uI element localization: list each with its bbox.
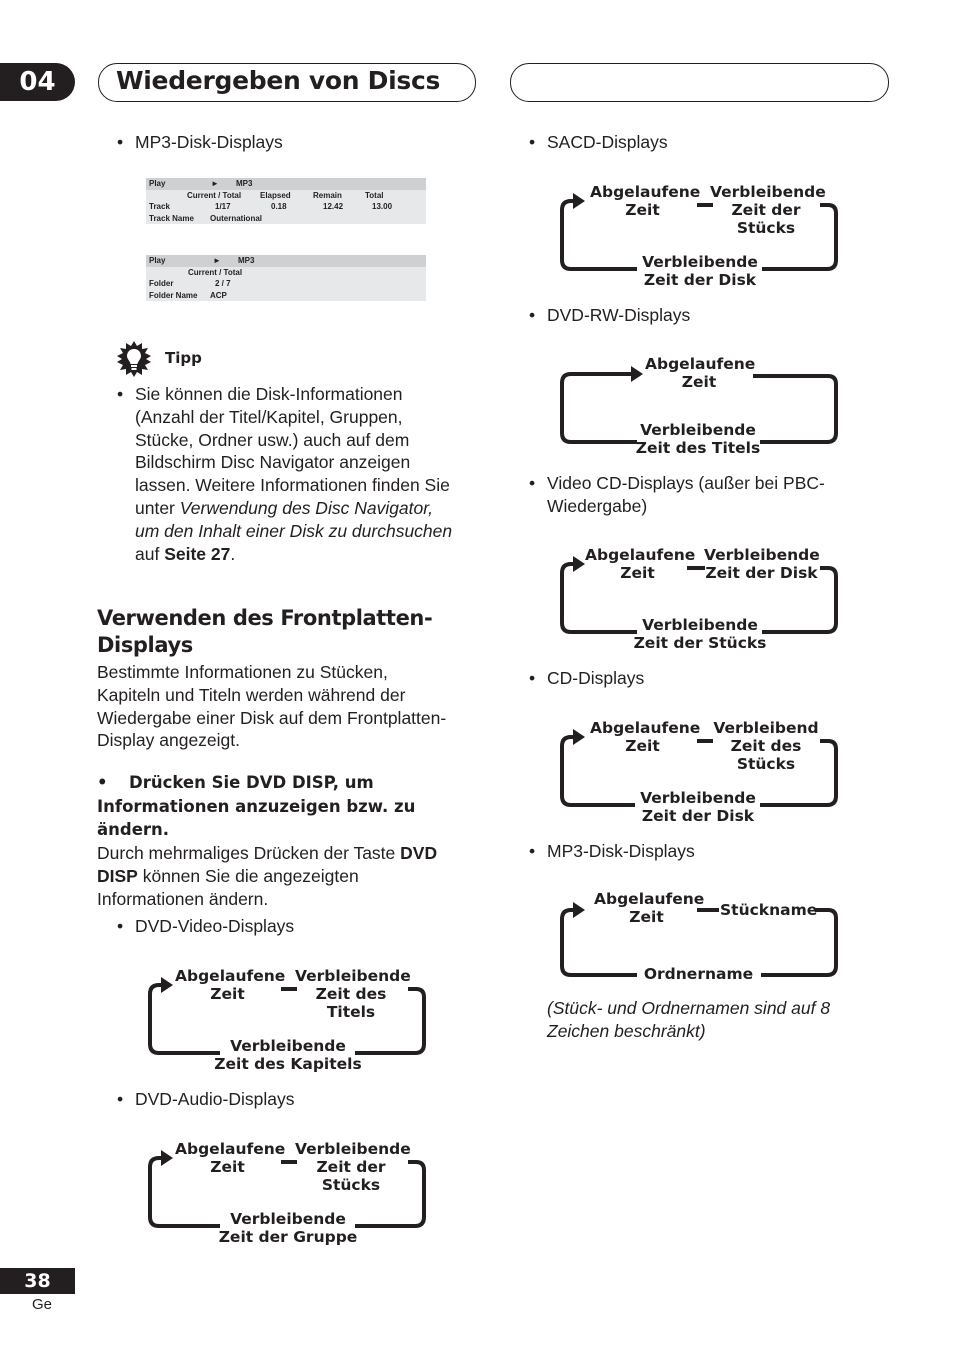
cycle-label-remaining-chapter (213, 1037, 363, 1073)
desc-line: Informationen ändern. (97, 888, 269, 909)
bullet-text: MP3-Disk-Displays (547, 841, 695, 861)
bullet-dot: • (529, 841, 536, 861)
bullet-dot: • (117, 384, 124, 404)
osd-cell: 13.00 (372, 202, 393, 211)
cycle-label-line: Stücks (736, 755, 796, 773)
osd-cell: 0.18 (271, 202, 287, 211)
osd-cell: MP3 (238, 256, 255, 265)
cycle-label-line: Zeit des Kapitels (214, 1055, 362, 1073)
desc-text: Durch mehrmaliges Drücken der Taste (97, 843, 401, 863)
osd-cell: Play (149, 179, 166, 188)
desc-line (97, 842, 487, 865)
osd-screen-track (146, 178, 426, 224)
cycle-label-line: Verbleibende (642, 616, 758, 634)
bullet-sacd-displays (529, 131, 668, 154)
bullet-text: DVD-RW-Displays (547, 305, 691, 325)
tip-label: Tipp (165, 349, 202, 367)
tip-bullet (117, 383, 485, 565)
cycle-label-line: Verbleibende (230, 1037, 346, 1055)
osd-cell: Folder (149, 279, 174, 288)
osd-cell: MP3 (236, 179, 253, 188)
cycle-diagram-dvd-video (145, 962, 430, 1074)
cycle-label-folder-name (637, 965, 760, 983)
cycle-label-remaining-disc (704, 546, 819, 582)
osd-row (146, 190, 426, 202)
cycle-label-line: Stücks (321, 1176, 381, 1194)
cross-reference-title: um den Inhalt einer Disk zu durchsuchen (135, 520, 453, 541)
cycle-label-line: Abgelaufene (175, 967, 286, 985)
cycle-label-line: Stücks (736, 219, 796, 237)
intro-line: Wiedergabe einer Disk auf dem Frontplatten- (97, 707, 447, 728)
osd-cell: Total (365, 190, 384, 200)
bullet-text: SACD-Displays (547, 132, 668, 152)
note-line: Zeichen beschränkt) (547, 1020, 706, 1041)
cycle-diagram-cd (557, 714, 842, 826)
cycle-label-line: Verbleibende (642, 253, 758, 271)
cycle-label-line: Verbleibend (713, 719, 819, 737)
bullet-dvd-video-displays (117, 915, 295, 938)
osd-cell: Track Name (149, 213, 194, 223)
cycle-label-line: Zeit (625, 201, 660, 219)
cycle-label-line: Zeit des (315, 985, 387, 1003)
cycle-label-line: Verbleibende (710, 183, 826, 201)
cycle-diagram-dvd-rw (557, 351, 842, 463)
osd-screen-folder (146, 255, 426, 301)
bullet-dot: • (117, 132, 124, 152)
osd-cell: Outernational (210, 213, 263, 223)
play-icon: ► (213, 256, 221, 265)
cycle-diagram-sacd (557, 178, 842, 290)
button-name: DISP (97, 865, 138, 886)
note-line: (Stück- und Ordnernamen sind auf 8 (547, 998, 831, 1018)
intro-paragraph (97, 661, 487, 752)
cycle-label-line: Zeit der Disk (641, 807, 755, 825)
osd-cell: Elapsed (260, 190, 291, 200)
osd-row (146, 267, 426, 279)
osd-cell: 2 / 7 (215, 279, 231, 288)
tip-line: Sie können die Disk-Informationen (135, 384, 403, 404)
cycle-label-remaining-track (710, 183, 826, 237)
intro-line: Kapiteln und Titeln werden während der (97, 684, 406, 705)
section-heading-line: Displays (97, 633, 193, 657)
cycle-label-elapsed (590, 183, 701, 219)
header-right-frame (510, 63, 889, 102)
cycle-label-line: Abgelaufene (590, 183, 701, 201)
chapter-title: Wiedergeben von Discs (116, 66, 441, 95)
chapter-number-tab: 04 (0, 63, 75, 101)
osd-cell: 1/17 (215, 202, 231, 211)
tip-line (135, 497, 485, 520)
step-line: Informationen anzuzeigen bzw. zu (97, 796, 416, 816)
cycle-diagram-dvd-audio (145, 1135, 430, 1247)
cycle-label-line: Zeit der (316, 1158, 386, 1176)
bullet-dvd-audio-displays (117, 1088, 295, 1111)
tip-line: lassen. Weitere Informationen finden Sie (135, 475, 450, 496)
bullet-dot: • (117, 916, 124, 936)
step-text: Drücken Sie DVD DISP, um (129, 773, 374, 792)
bullet-dot: • (529, 668, 536, 688)
lightbulb-icon (115, 340, 153, 378)
cycle-label-line: Zeit der Stücks (633, 634, 767, 652)
cycle-label-line: Verbleibende (640, 421, 756, 439)
cycle-label-line: Abgelaufene (645, 355, 756, 373)
step-instruction (97, 771, 487, 842)
step-bullet: • (97, 773, 108, 792)
osd-cell: 12.42 (323, 202, 344, 211)
osd-cell: Play (149, 256, 166, 265)
cycle-label-line: Zeit der Disk (643, 271, 757, 289)
cycle-label-elapsed (585, 546, 696, 582)
cycle-label-line: Verbleibende (230, 1210, 346, 1228)
bullet-dot: • (529, 473, 536, 493)
step-line: ändern. (97, 820, 170, 839)
intro-line: Bestimmte Informationen zu Stücken, (97, 662, 388, 682)
cycle-label-line: Abgelaufene (594, 890, 705, 908)
cycle-label-line: Zeit (210, 1158, 245, 1176)
cycle-label-remaining-title (295, 967, 411, 1021)
mp3-name-length-note (547, 997, 867, 1043)
cycle-label-remaining-disc (625, 253, 775, 289)
cycle-label-line: Abgelaufene (590, 719, 701, 737)
cycle-diagram-video-cd (557, 541, 842, 653)
cycle-label-line: Verbleibende (295, 967, 411, 985)
cycle-label-line: Zeit des (730, 737, 802, 755)
bullet-dvd-rw-displays (529, 304, 691, 327)
osd-cell: Current / Total (188, 267, 243, 277)
section-heading-line: Verwenden des Frontplatten- (97, 606, 433, 630)
osd-row (146, 278, 426, 290)
cycle-label-line: Ordnername (643, 965, 754, 983)
osd-row (146, 255, 426, 267)
bullet-text: DVD-Video-Displays (135, 916, 295, 936)
cycle-label-line: Abgelaufene (175, 1140, 286, 1158)
cycle-label-line: Zeit (629, 908, 664, 926)
play-icon: ► (211, 179, 219, 188)
osd-row (146, 201, 426, 213)
cycle-label-remaining-disc (623, 789, 773, 825)
osd-cell: Track (149, 202, 170, 211)
osd-row (146, 178, 426, 190)
osd-row (146, 290, 426, 302)
bullet-mp3-disk-displays (529, 840, 695, 863)
cycle-label-line: Zeit der Disk (705, 564, 818, 582)
section-heading (97, 605, 432, 659)
tip-line: Stücke, Ordner usw.) auch auf dem (135, 429, 410, 450)
bullet-video-cd-displays (529, 472, 867, 518)
page-language: Ge (32, 1296, 53, 1313)
bullet-text: CD-Displays (547, 668, 645, 688)
desc-text: können Sie die angezeigten (137, 865, 359, 886)
cycle-label-line: Verbleibende (640, 789, 756, 807)
cycle-label-remaining-track (295, 1140, 411, 1194)
cycle-label-line: Verbleibende (295, 1140, 411, 1158)
tip-text: unter (135, 497, 180, 518)
cycle-label-line: Zeit des Titels (635, 439, 761, 457)
osd-cell: ACP (210, 290, 227, 300)
cycle-label-elapsed (645, 355, 756, 391)
bullet-text: Video CD-Displays (außer bei PBC- (547, 473, 825, 493)
cycle-label-remaining-group (213, 1210, 363, 1246)
cycle-label-line: Zeit der (731, 201, 801, 219)
osd-cell: Remain (313, 190, 342, 200)
bullet-dot: • (117, 1089, 124, 1109)
cycle-label-line: Zeit (625, 737, 660, 755)
cycle-label-line: Verbleibende (704, 546, 820, 564)
cycle-label-elapsed (175, 1140, 286, 1176)
osd-row (146, 213, 426, 225)
cycle-label-remaining-track (710, 719, 822, 773)
cycle-label-line: Zeit der Gruppe (218, 1228, 358, 1246)
cycle-label-elapsed (590, 719, 701, 755)
cycle-label-line: Zeit (210, 985, 245, 1003)
cycle-label-elapsed (594, 890, 705, 926)
page-reference: Seite 27 (164, 543, 231, 564)
cycle-label-line: Abgelaufene (585, 546, 696, 564)
step-line (97, 771, 487, 795)
cycle-label-line: Stückname (720, 901, 818, 919)
button-name: DVD (400, 843, 438, 863)
bullet-text: Wiedergabe) (547, 495, 648, 516)
cycle-label-line: Zeit (620, 564, 655, 582)
tip-line: Bildschirm Disc Navigator anzeigen (135, 452, 411, 473)
cross-reference-title: Verwendung des Disc Navigator, (179, 497, 433, 518)
step-description (97, 842, 487, 910)
intro-line: Display angezeigt. (97, 730, 240, 751)
cycle-label-line: Zeit (681, 373, 717, 391)
bullet-mp3-displays (117, 131, 283, 154)
bullet-text: DVD-Audio-Displays (135, 1089, 295, 1109)
cycle-diagram-mp3 (557, 885, 842, 985)
tip-text: auf (135, 543, 165, 564)
cycle-label-elapsed (175, 967, 286, 1003)
tip-line: (Anzahl der Titel/Kapitel, Gruppen, (135, 406, 403, 427)
bullet-dot: • (529, 132, 536, 152)
cycle-label-remaining-track (625, 616, 775, 652)
bullet-text: MP3-Disk-Displays (135, 132, 283, 152)
osd-cell: Folder Name (149, 290, 198, 300)
osd-cell: Current / Total (187, 190, 242, 200)
cycle-label-track-name (720, 901, 818, 919)
bullet-cd-displays (529, 667, 645, 690)
tip-text: . (230, 543, 236, 564)
cycle-label-remaining-title (623, 421, 773, 457)
cycle-label-line: Titels (326, 1003, 376, 1021)
bullet-dot: • (529, 305, 536, 325)
page-number: 38 (0, 1268, 75, 1294)
tip-line (135, 543, 485, 566)
desc-line (97, 865, 487, 888)
